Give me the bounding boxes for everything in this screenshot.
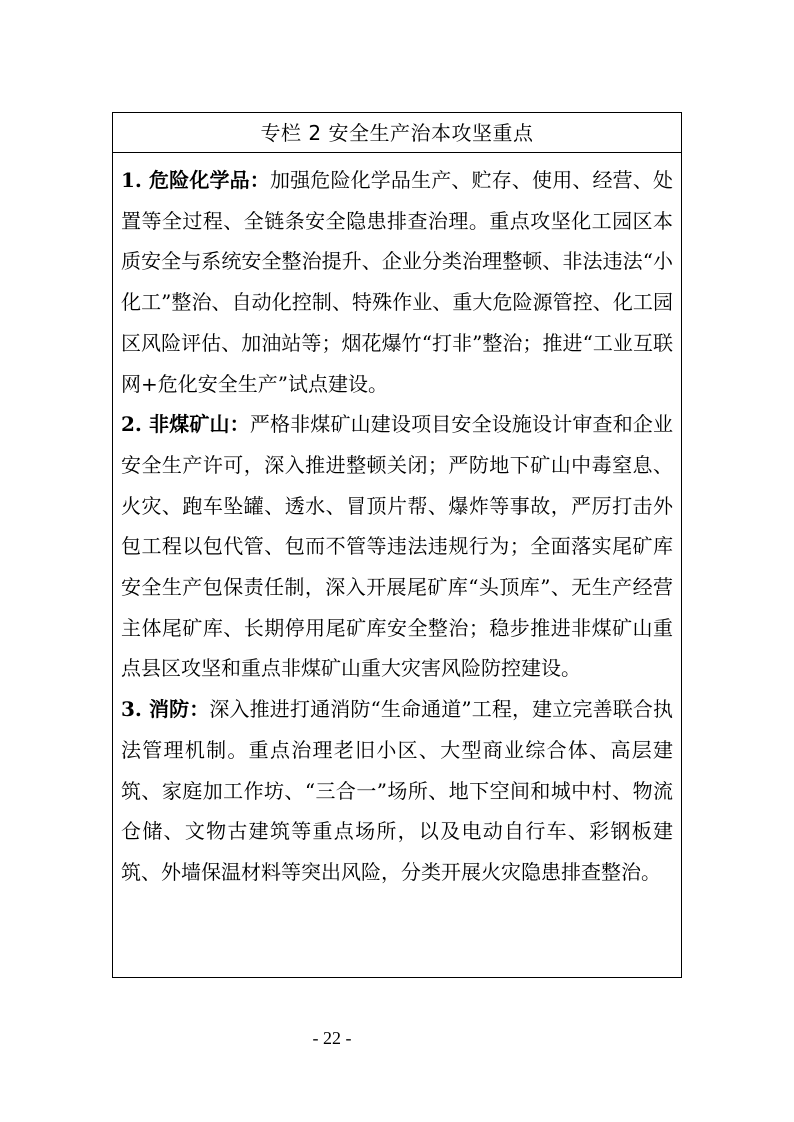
item-fire-protection [121, 689, 673, 893]
column-title: 专栏 2 安全生产治本攻坚重点 [113, 113, 681, 153]
item-text: 加强危险化学品生产、贮存、使用、经营、处置等全过程、全链条安全隐患排查治理。重点攻坚化工园区本质安全与系统安全整治提升、企业分类治理整顿、非法违法“小化工”整治、自动化控制、特殊作业、重大危险源管控、化工园区风险评估、加油站等；烟花爆竹“打非”整治；推进“工业互联网+危化安全生产”试点建设。 [121, 168, 674, 396]
column-box [112, 112, 682, 978]
item-text: 深入推进打通消防“生命通道”工程，建立完善联合执法管理机制。重点治理老旧小区、大型商业综合体、高层建筑、家庭加工作坊、“三合一”场所、地下空间和城中村、物流仓储、文物古建筑等重点场所，以及电动自行车、彩钢板建筑、外墙保温材料等突出风险，分类开展火灾隐患排查整治。 [121, 697, 673, 884]
item-text: 严格非煤矿山建设项目安全设施设计审查和企业安全生产许可，深入推进整顿关闭；严防地下矿山中毒窒息、火灾、跑车坠罐、透水、冒顶片帮、爆炸等事故，严厉打击外包工程以包代管、包而不管等违法违规行为；全面落实尾矿库安全生产包保责任制，深入开展尾矿库“头顶库”、无生产经营主体尾矿库、长期停用尾矿库安全整治；稳步推进非煤矿山重点县区攻坚和重点非煤矿山重大灾害风险防控建设。 [121, 412, 674, 681]
page-number-text: - 22 - [312, 1028, 352, 1048]
item-heading: 2. 非煤矿山： [121, 412, 250, 437]
item-non-coal-mines [121, 404, 673, 689]
item-heading: 3. 消防： [121, 697, 210, 722]
column-body [113, 153, 681, 893]
item-hazardous-chemicals [121, 160, 673, 404]
page-number [0, 1026, 794, 1050]
item-heading: 1. 危险化学品： [121, 168, 270, 192]
